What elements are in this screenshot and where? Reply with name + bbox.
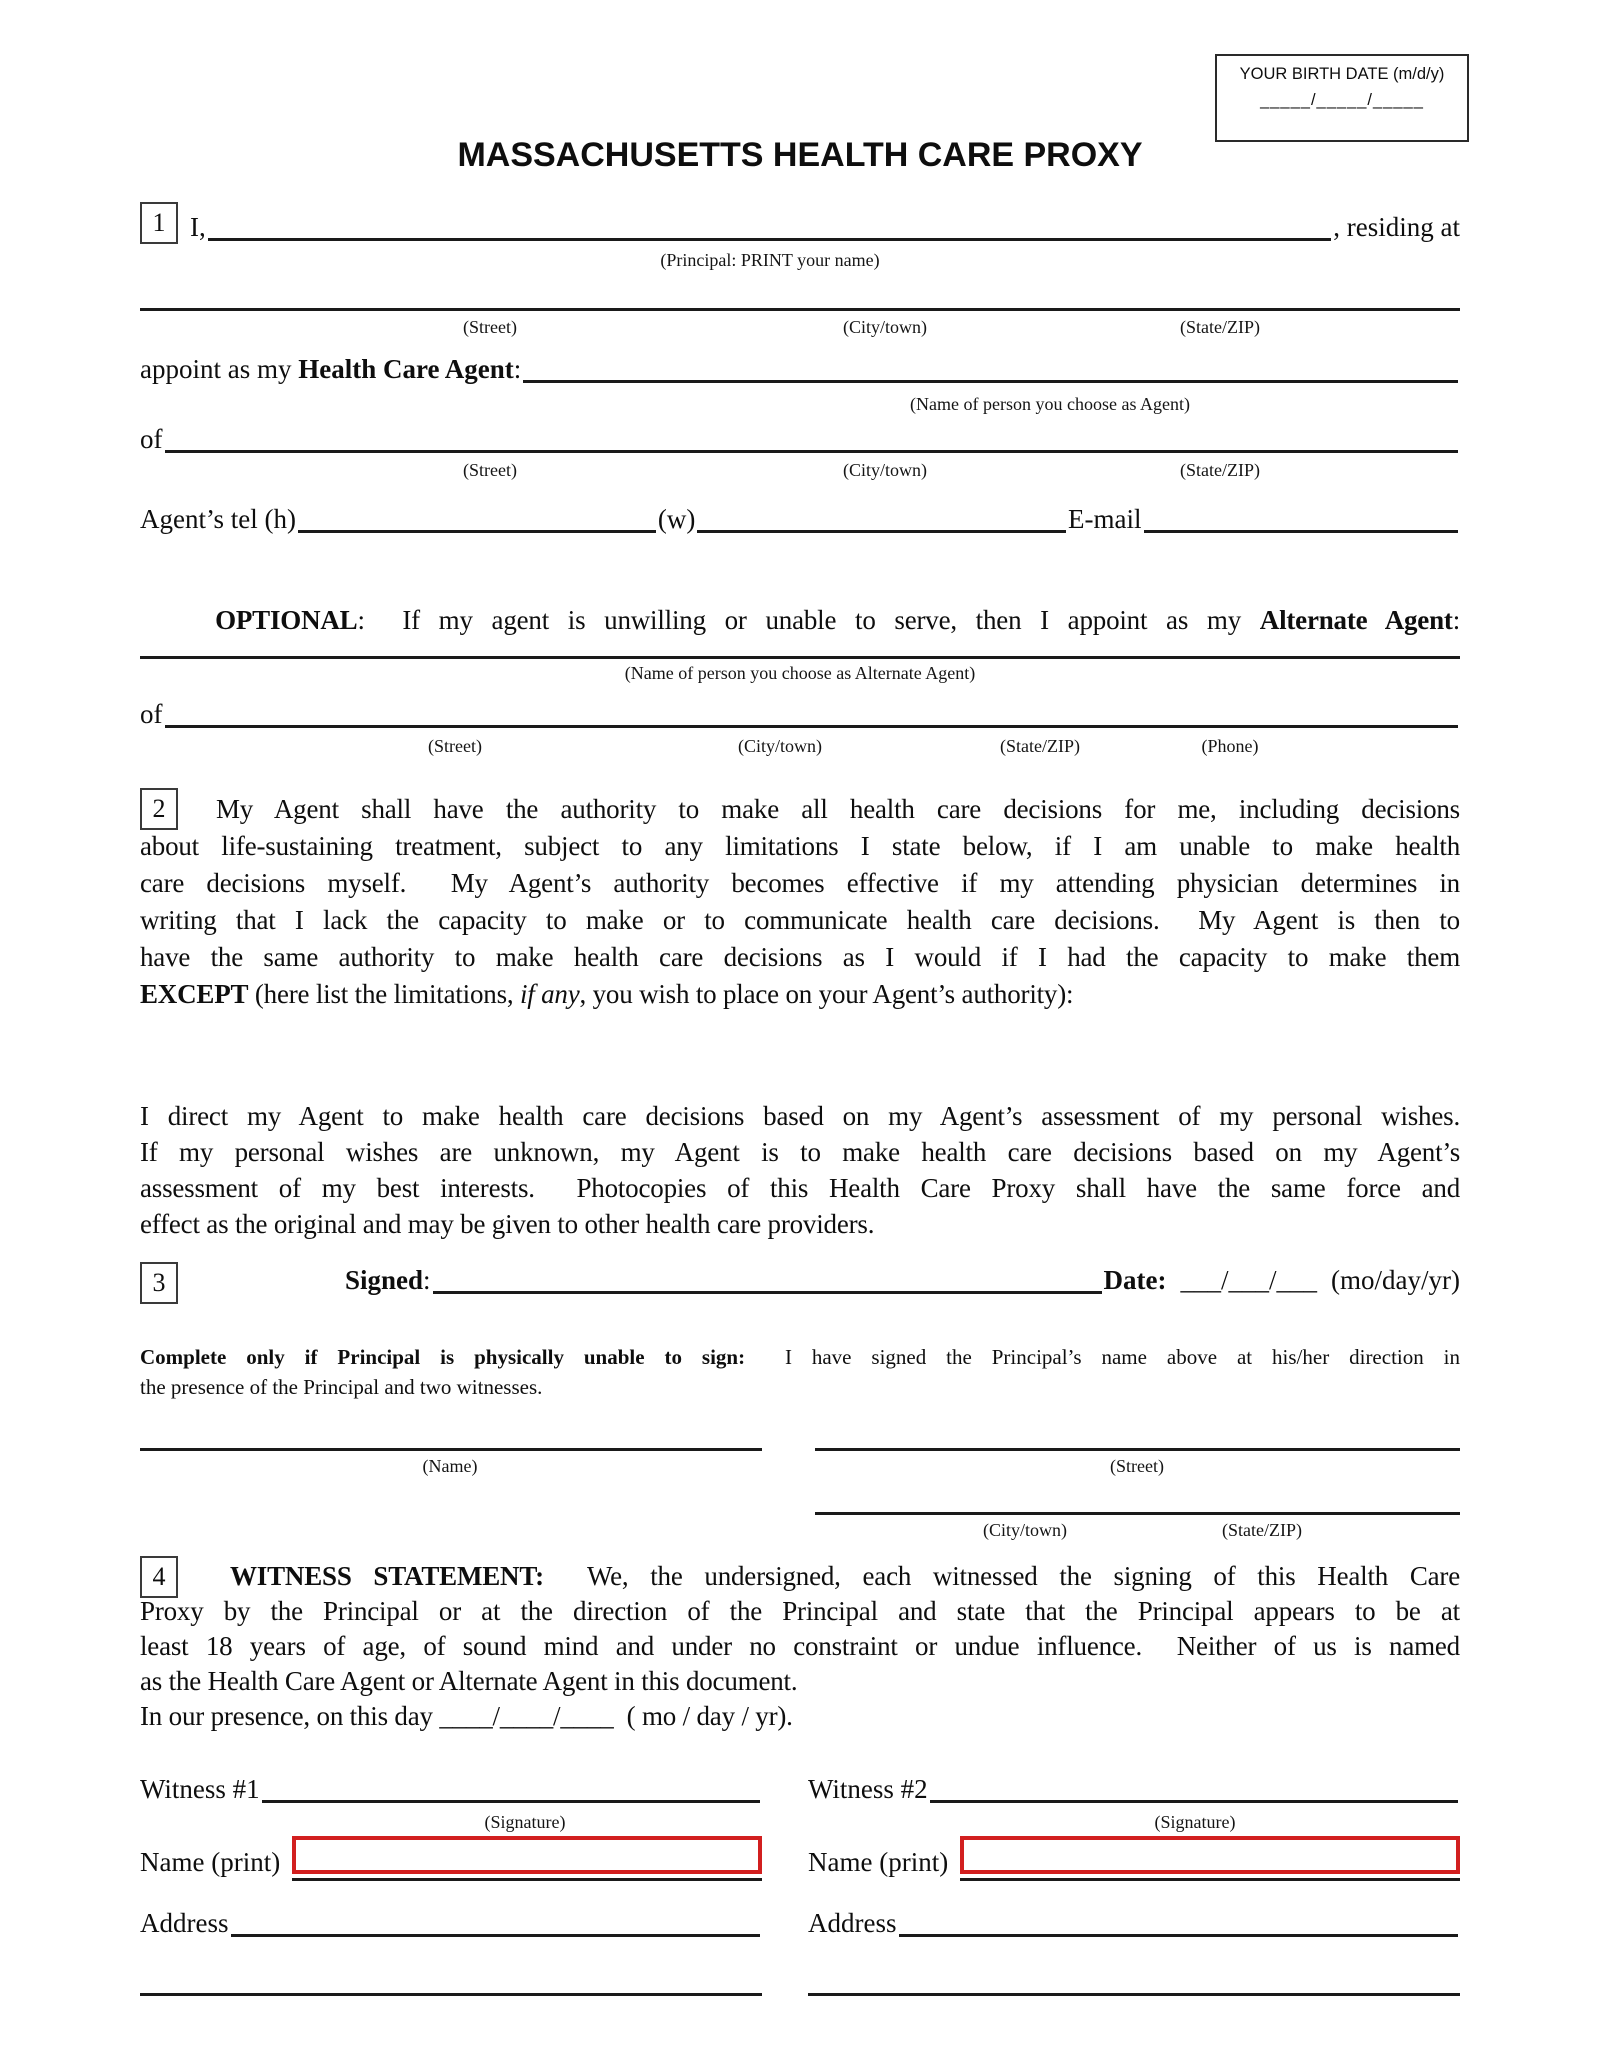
alternate-address-line[interactable] <box>165 725 1459 728</box>
except-line: EXCEPT (here list the limitations, if any, you wish to place on your Agent’s authority): <box>140 979 1074 1009</box>
of-label: of <box>140 699 163 729</box>
witness2-signature-row <box>808 1772 1460 1806</box>
alternate-agent-name-line[interactable] <box>140 628 1460 659</box>
paragraph-line: writing that I lack the capacity to make or to communicate health care decisions. My Agent is then to <box>140 905 1460 935</box>
appoint-prefix: appoint as my <box>140 354 299 384</box>
city-caption: (City/town) <box>843 460 927 480</box>
form-title: MASSACHUSETTS HEALTH CARE PROXY <box>457 136 1143 174</box>
optional-colon: : <box>1452 605 1461 635</box>
agent-address-line[interactable] <box>165 450 1459 453</box>
paragraph-line: have the same authority to make health care decisions as I would if I had the capacity to make them <box>140 942 1460 972</box>
witness-statement-line: least 18 years of age, of sound mind and under no constraint or undue influence. Neither of us is named <box>140 1631 1460 1661</box>
birth-date-box <box>1215 54 1469 142</box>
street-caption: (Street) <box>463 317 517 337</box>
paragraph-line: assessment of my best interests. Photocopies of this Health Care Proxy shall have the same force and <box>140 1173 1460 1203</box>
birth-date-label: YOUR BIRTH DATE (m/d/y) <box>1239 65 1445 83</box>
agent-name-caption: (Name of person you choose as Agent) <box>910 394 1190 414</box>
name-caption: (Name) <box>422 1456 478 1476</box>
health-care-agent-bold: Health Care Agent <box>298 354 514 384</box>
witness-statement-paragraph <box>140 1559 1460 1734</box>
unable-line: Complete only if Principal is physically unable to sign: I have signed the Principal’s name above at his/her direction in <box>140 1345 1460 1369</box>
witness1-name-label: Name (print) <box>140 1847 281 1877</box>
tel-work-label: (w) <box>657 504 696 534</box>
witness-statement-line: Proxy by the Principal or at the direction of the Principal and state that the Principal appears to be at <box>140 1596 1460 1626</box>
unable-line: the presence of the Principal and two witnesses. <box>140 1375 543 1399</box>
date-blank-field[interactable]: ___/___/___ <box>1180 1265 1318 1295</box>
signed-date-row: Signed : Date: ___/___/___ (mo/day/yr) <box>345 1265 1460 1295</box>
agent-authority-paragraph <box>140 791 1460 1013</box>
signature-caption: (Signature) <box>1154 1812 1236 1832</box>
witness-statement-bold: WITNESS STATEMENT: <box>230 1561 544 1591</box>
agent-name-line[interactable] <box>523 380 1458 383</box>
signature-caption: (Signature) <box>484 1812 566 1832</box>
alternate-agent-bold: Alternate Agent <box>1259 605 1453 635</box>
date-format-caption: (mo/day/yr) <box>1331 1265 1460 1295</box>
witness1-signature-line[interactable] <box>262 1800 760 1803</box>
direct-agent-paragraph <box>140 1098 1460 1242</box>
principal-name-row <box>190 210 1460 244</box>
paragraph-line: I direct my Agent to make health care decisions based on my Agent’s assessment of my personal wishes. <box>140 1101 1460 1131</box>
witness1-name-row <box>140 1836 762 1881</box>
signed-bold: Signed <box>345 1265 424 1295</box>
witness2-name-print-field[interactable] <box>960 1836 1460 1874</box>
unable-bold: Complete only if Principal is physically unable to sign: <box>140 1345 746 1369</box>
alternate-name-caption: (Name of person you choose as Alternate Agent) <box>624 663 976 683</box>
agent-tel-label: Agent’s tel (h) <box>140 504 296 534</box>
witness2-signature-line[interactable] <box>930 1800 1458 1803</box>
witness1-signature-row <box>140 1772 762 1806</box>
paragraph-line: effect as the original and may be given to other health care providers. <box>140 1209 875 1239</box>
witness-statement-line: as the Health Care Agent or Alternate Agent in this document. <box>140 1666 798 1696</box>
agent-address-row <box>140 422 1460 456</box>
witness2-label: Witness #2 <box>808 1774 928 1804</box>
street-caption: (Street) <box>1110 1456 1164 1476</box>
principal-name-line[interactable] <box>208 238 1332 241</box>
witness2-name-line <box>960 1836 1460 1881</box>
witness1-name-print-field[interactable] <box>292 1836 762 1874</box>
if-any-italic: if any <box>519 979 580 1009</box>
appoint-colon: : <box>513 354 522 384</box>
witness2-name-label: Name (print) <box>808 1847 949 1877</box>
state-caption: (State/ZIP) <box>1180 460 1260 480</box>
date-bold: Date: <box>1103 1265 1167 1295</box>
witness1-label: Witness #1 <box>140 1774 260 1804</box>
principal-caption: (Principal: PRINT your name) <box>660 250 880 270</box>
witness2-address-row <box>808 1906 1460 1940</box>
witness1-address-label: Address <box>140 1908 229 1938</box>
paragraph-line: My Agent shall have the authority to make all health care decisions for me, including decisions <box>216 794 1460 824</box>
agent-contact-row <box>140 502 1460 536</box>
state-caption: (State/ZIP) <box>1000 736 1080 756</box>
section-3-number: 3 <box>140 1262 178 1304</box>
of-label: of <box>140 424 163 454</box>
signer-street-line[interactable] <box>815 1420 1460 1451</box>
witness-statement-line: WITNESS STATEMENT: We, the undersigned, each witnessed the signing of this Health Care <box>230 1561 1460 1591</box>
section-1-number: 1 <box>140 202 178 244</box>
alternate-address-row <box>140 697 1460 731</box>
paragraph-line: If my personal wishes are unknown, my Agent is to make health care decisions based on my Agent’s <box>140 1137 1460 1167</box>
witness1-address-line[interactable] <box>231 1934 761 1937</box>
principal-address-line[interactable] <box>140 280 1460 311</box>
phone-caption: (Phone) <box>1201 736 1259 756</box>
i-prefix: I, <box>190 212 206 242</box>
limitations-writing-space[interactable] <box>140 1015 1460 1095</box>
tel-home-line[interactable] <box>298 530 656 533</box>
optional-statement <box>140 565 1461 635</box>
except-bold: EXCEPT <box>140 979 249 1009</box>
section-2-number: 2 <box>140 788 178 830</box>
appoint-agent-row <box>140 352 1460 386</box>
witness2-name-row <box>808 1836 1460 1881</box>
city-caption: (City/town) <box>738 736 822 756</box>
street-caption: (Street) <box>463 460 517 480</box>
witness1-address-row <box>140 1906 762 1940</box>
tel-work-line[interactable] <box>697 530 1066 533</box>
street-caption: (Street) <box>428 736 482 756</box>
witness2-address-label: Address <box>808 1908 897 1938</box>
witness1-name-line <box>292 1836 762 1881</box>
state-caption: (State/ZIP) <box>1222 1520 1302 1540</box>
email-label: E-mail <box>1068 504 1142 534</box>
city-caption: (City/town) <box>983 1520 1067 1540</box>
witness1-address-line2[interactable] <box>140 1965 762 1996</box>
signer-city-state-line[interactable] <box>815 1484 1460 1515</box>
paragraph-line: about life-sustaining treatment, subject to any limitations I state below, if I am unable to make health <box>140 831 1460 861</box>
witness2-address-line[interactable] <box>899 1934 1459 1937</box>
optional-bold: OPTIONAL <box>215 605 358 635</box>
paragraph-line: care decisions myself. My Agent’s authority becomes effective if my attending physician determines in <box>140 868 1460 898</box>
email-line[interactable] <box>1144 530 1458 533</box>
presence-date-line: In our presence, on this day ____/____/____ ( mo / day / yr). <box>140 1701 793 1731</box>
signature-line[interactable] <box>433 1291 1102 1294</box>
section-4-number: 4 <box>140 1556 178 1598</box>
birth-date-blank-field[interactable]: _____/_____/_____ <box>1260 91 1424 109</box>
signer-name-line[interactable] <box>140 1420 762 1451</box>
state-caption: (State/ZIP) <box>1180 317 1260 337</box>
optional-mid: : If my agent is unwilling or unable to serve, then I appoint as my <box>357 605 1260 635</box>
witness2-address-line2[interactable] <box>808 1965 1460 1996</box>
residing-at-suffix: , residing at <box>1333 212 1460 242</box>
city-caption: (City/town) <box>843 317 927 337</box>
unable-to-sign-block <box>140 1342 1460 1402</box>
